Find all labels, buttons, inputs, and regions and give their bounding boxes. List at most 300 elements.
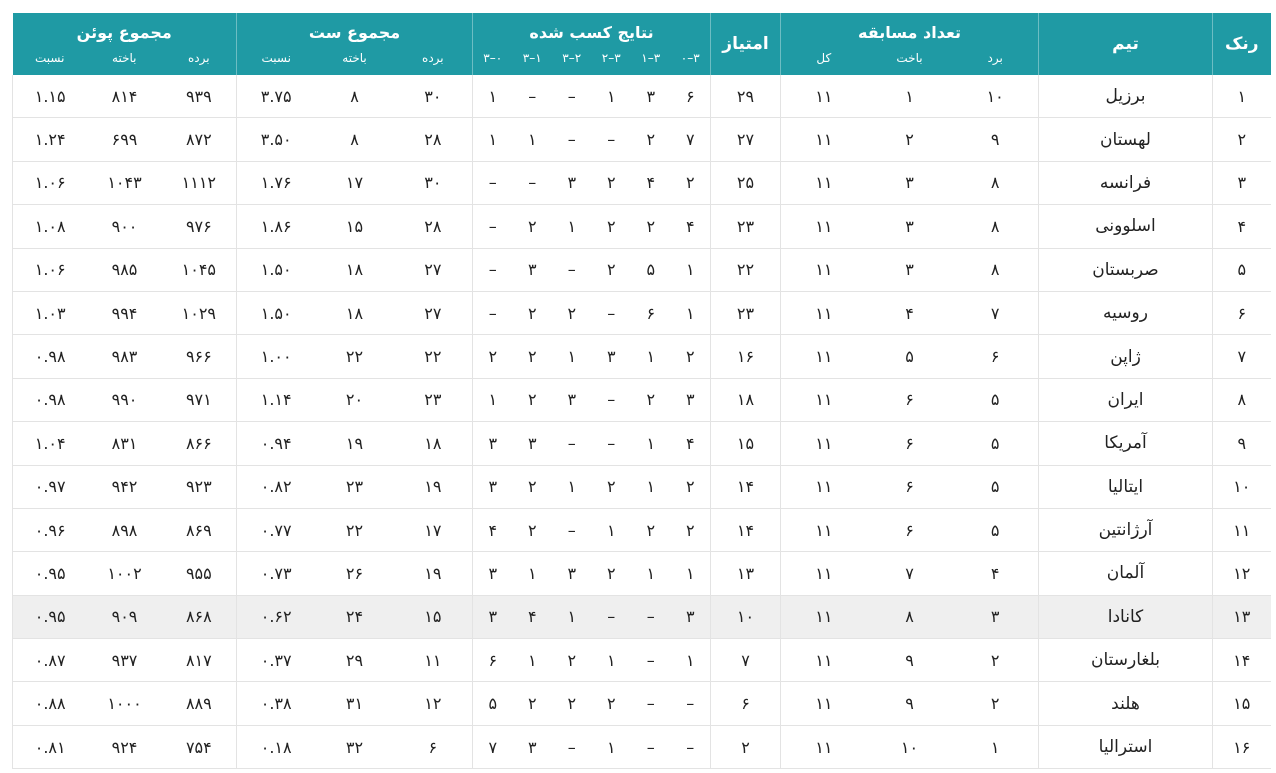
score-cell [13,595,237,638]
result-count: – [567,433,576,453]
sets-lost: ۱۸ [345,303,364,323]
score-lost: ۹۸۵ [111,260,138,280]
sets-ratio: ۰.۷۷ [260,520,292,540]
sets-cell [237,682,473,725]
result-count: ۲ [646,130,656,150]
matches-lost: ۹ [905,694,914,714]
sets-won: ۲۳ [424,390,442,410]
rank-cell: ۹ [1213,422,1271,465]
result-count: ۲ [527,390,537,410]
score-ratio: ۱.۰۳ [34,303,66,323]
matches-cell [781,248,1039,291]
score-lost: ۹۴۲ [111,477,138,497]
score-won: ۱۱۱۲ [181,173,217,193]
matches-total: ۱۱ [815,563,833,583]
result-count: ۴ [488,520,498,540]
result-count: ۳ [567,173,577,193]
result-count: – [567,86,576,106]
matches-total: ۱۱ [815,607,833,627]
header-matches-won: برد [987,51,1003,65]
result-count: ۱ [567,216,577,236]
score-cell [13,118,237,161]
sets-cell [237,205,473,248]
sets-lost: ۸ [350,130,359,150]
rank-cell: ۳ [1213,161,1271,204]
result-count: ۲ [527,694,537,714]
result-count: – [646,607,655,627]
sets-cell [237,378,473,421]
team-name: برزیل [1039,75,1213,118]
sets-lost: ۱۵ [345,216,364,236]
score-cell [13,682,237,725]
score-won: ۹۳۹ [185,86,212,106]
matches-lost: ۴ [905,303,914,323]
sets-won: ۱۹ [424,563,442,583]
score-ratio: ۱.۲۴ [34,130,66,150]
sets-cell [237,422,473,465]
sets-lost: ۲۲ [345,347,364,367]
table-row [13,335,1271,378]
result-count: ۱ [646,347,656,367]
result-count: – [567,520,576,540]
table-row [13,75,1271,118]
result-count: – [488,260,497,280]
header-sets-sub [237,51,473,75]
table-row [13,682,1271,725]
header-result-0-3: ۰–۳ [483,51,503,65]
score-lost: ۸۹۸ [111,520,138,540]
matches-lost: ۸ [905,607,914,627]
score-ratio: ۱.۰۴ [34,433,66,453]
matches-cell [781,682,1039,725]
sets-lost: ۳۲ [345,737,364,757]
score-cell [13,205,237,248]
result-count: ۴ [685,433,695,453]
result-count: ۴ [685,216,695,236]
result-count: ۲ [646,520,656,540]
sets-ratio: ۱.۸۶ [260,216,292,236]
score-cell [13,465,237,508]
results-cell [473,682,711,725]
result-count: ۵ [488,694,498,714]
score-lost: ۹۰۹ [111,607,138,627]
result-count: ۴ [646,173,656,193]
result-count: ۱ [606,86,616,106]
result-count: ۲ [606,563,616,583]
matches-cell [781,161,1039,204]
result-count: ۱ [685,303,695,323]
sets-won: ۲۸ [424,216,442,236]
score-ratio: ۰.۸۸ [34,694,66,714]
sets-won: ۱۵ [424,607,442,627]
result-count: – [646,737,655,757]
rank-cell: ۱۳ [1213,595,1271,638]
result-count: ۳ [567,390,577,410]
header-score-sub [13,51,237,75]
sets-ratio: ۰.۱۸ [260,737,292,757]
matches-won: ۹ [990,130,1000,150]
matches-won: ۵ [990,477,1000,497]
team-name: ایران [1039,378,1213,421]
result-count: ۱ [606,737,616,757]
result-count: ۲ [685,173,695,193]
results-cell [473,422,711,465]
result-count: – [488,216,497,236]
result-count: – [567,260,576,280]
result-count: ۱ [527,130,537,150]
score-lost: ۶۹۹ [111,130,138,150]
score-won: ۹۷۱ [185,390,212,410]
matches-total: ۱۱ [815,173,833,193]
score-cell [13,291,237,334]
result-count: – [567,130,576,150]
sets-lost: ۲۹ [345,650,364,670]
result-count: ۲ [527,303,537,323]
matches-lost: ۱ [905,86,914,106]
matches-cell [781,378,1039,421]
matches-lost: ۶ [905,433,914,453]
result-count: – [488,303,497,323]
matches-total: ۱۱ [815,390,833,410]
result-count: ۱ [685,563,695,583]
results-cell [473,75,711,118]
score-ratio: ۰.۹۸ [34,390,66,410]
rank-cell: ۸ [1213,378,1271,421]
rank-cell: ۱ [1213,75,1271,118]
score-cell [13,161,237,204]
matches-cell [781,552,1039,595]
result-count: ۳ [488,607,498,627]
points-cell: ۲ [711,725,781,768]
sets-won: ۱۱ [424,650,442,670]
matches-won: ۳ [990,607,1000,627]
result-count: ۱ [685,650,695,670]
result-count: ۲ [567,650,577,670]
sets-lost: ۲۶ [345,563,364,583]
sets-won: ۱۲ [424,694,442,714]
sets-lost: ۱۸ [345,260,364,280]
points-cell: ۱۴ [711,465,781,508]
sets-cell [237,725,473,768]
sets-won: ۱۹ [424,477,442,497]
team-name: آرژانتین [1039,508,1213,551]
result-count: ۱ [527,563,537,583]
table-row [13,118,1271,161]
matches-lost: ۷ [905,563,914,583]
points-cell: ۱۰ [711,595,781,638]
sets-ratio: ۰.۳۷ [260,650,292,670]
table-row [13,291,1271,334]
score-won: ۹۷۶ [185,216,212,236]
matches-total: ۱۱ [815,433,833,453]
rank-cell: ۱۰ [1213,465,1271,508]
sets-lost: ۱۷ [345,173,364,193]
results-cell [473,161,711,204]
sets-cell [237,335,473,378]
header-sets-won: برده [422,51,444,65]
result-count: ۱ [567,607,577,627]
result-count: ۲ [606,694,616,714]
standings-table-container [12,13,1270,769]
result-count: ۳ [685,390,695,410]
result-count: – [528,86,537,106]
matches-won: ۶ [990,347,1000,367]
score-won: ۸۷۲ [185,130,212,150]
points-cell: ۶ [711,682,781,725]
points-cell: ۱۴ [711,508,781,551]
rank-cell: ۱۴ [1213,639,1271,682]
matches-cell [781,335,1039,378]
results-cell [473,725,711,768]
score-lost: ۱۰۰۲ [107,563,142,583]
sets-cell [237,118,473,161]
result-count: ۶ [646,303,656,323]
result-count: ۳ [488,433,498,453]
result-count: ۱ [567,477,577,497]
header-matches-sub [781,51,1039,75]
sets-cell [237,75,473,118]
matches-cell [781,595,1039,638]
table-row [13,248,1271,291]
header-matches: تعداد مسابقه [781,13,1039,51]
team-name: روسیه [1039,291,1213,334]
sets-won: ۲۷ [424,260,442,280]
points-cell: ۲۷ [711,118,781,161]
rank-cell: ۱۲ [1213,552,1271,595]
matches-lost: ۲ [905,130,914,150]
score-ratio: ۰.۸۱ [34,737,66,757]
header-result-1-3: ۱–۳ [522,51,542,65]
header-result-2-3: ۲–۳ [562,51,582,65]
matches-total: ۱۱ [815,303,833,323]
result-count: – [646,650,655,670]
points-cell: ۲۵ [711,161,781,204]
matches-won: ۸ [990,216,1000,236]
sets-won: ۶ [428,737,438,757]
result-count: ۳ [567,563,577,583]
result-count: ۲ [527,520,537,540]
sets-lost: ۲۲ [345,520,364,540]
sets-ratio: ۰.۸۲ [260,477,292,497]
score-lost: ۹۳۷ [111,650,138,670]
sets-ratio: ۱.۱۴ [260,390,292,410]
score-lost: ۹۰۰ [111,216,138,236]
score-lost: ۹۹۰ [111,390,138,410]
score-won: ۹۵۵ [185,563,212,583]
sets-cell [237,552,473,595]
header-score-lost: باخته [112,51,137,65]
sets-cell [237,595,473,638]
result-count: ۳ [527,737,537,757]
sets-cell [237,248,473,291]
sets-won: ۱۸ [424,433,442,453]
score-cell [13,552,237,595]
sets-ratio: ۱.۰۰ [260,347,292,367]
matches-won: ۱ [990,737,1000,757]
score-ratio: ۰.۸۷ [34,650,66,670]
sets-won: ۲۸ [424,130,442,150]
result-count: ۲ [606,216,616,236]
result-count: ۲ [685,477,695,497]
result-count: ۱ [488,130,498,150]
team-name: صربستان [1039,248,1213,291]
matches-total: ۱۱ [815,260,833,280]
matches-total: ۱۱ [815,86,833,106]
matches-lost: ۳ [905,260,914,280]
rank-cell: ۴ [1213,205,1271,248]
header-score-won: برده [187,51,210,65]
matches-cell [781,75,1039,118]
sets-cell [237,639,473,682]
score-won: ۸۶۸ [185,607,212,627]
matches-won: ۸ [990,173,1000,193]
result-count: ۳ [488,477,498,497]
standings-table [12,13,1271,769]
sets-lost: ۸ [350,86,359,106]
points-cell: ۲۲ [711,248,781,291]
score-won: ۱۰۲۹ [181,303,217,323]
sets-lost: ۳۱ [345,694,364,714]
result-count: – [686,694,695,714]
result-count: ۳ [527,260,537,280]
sets-ratio: ۱.۵۰ [260,260,292,280]
header-result-3-0: ۳–۰ [680,51,700,65]
matches-lost: ۵ [905,347,914,367]
header-matches-total: کل [816,51,832,65]
sets-ratio: ۰.۶۲ [260,607,292,627]
results-cell [473,378,711,421]
header-points: امتیاز [711,13,781,75]
result-count: ۲ [567,694,577,714]
score-won: ۹۲۳ [185,477,212,497]
results-cell [473,508,711,551]
rank-cell: ۶ [1213,291,1271,334]
result-count: ۵ [646,260,656,280]
team-name: کانادا [1039,595,1213,638]
result-count: ۳ [685,607,695,627]
team-name: آمریکا [1039,422,1213,465]
sets-ratio: ۱.۵۰ [260,303,292,323]
matches-cell [781,118,1039,161]
results-cell [473,552,711,595]
matches-cell [781,422,1039,465]
rank-cell: ۱۵ [1213,682,1271,725]
score-lost: ۹۹۴ [111,303,138,323]
result-count: ۱ [527,650,537,670]
matches-won: ۲ [990,694,1000,714]
sets-ratio: ۰.۳۸ [260,694,292,714]
matches-won: ۷ [990,303,1000,323]
points-cell: ۱۸ [711,378,781,421]
sets-ratio: ۱.۷۶ [260,173,292,193]
score-ratio: ۰.۹۶ [34,520,66,540]
matches-cell [781,639,1039,682]
matches-lost: ۱۰ [900,737,919,757]
sets-lost: ۲۳ [345,477,364,497]
team-name: لهستان [1039,118,1213,161]
header-team: تیم [1039,13,1213,75]
matches-total: ۱۱ [815,650,833,670]
sets-cell [237,465,473,508]
team-name: ژاپن [1039,335,1213,378]
matches-lost: ۳ [905,173,914,193]
matches-won: ۵ [990,433,1000,453]
matches-won: ۱۰ [986,86,1004,106]
result-count: ۲ [646,216,656,236]
score-lost: ۹۸۳ [111,347,138,367]
matches-total: ۱۱ [815,737,833,757]
result-count: ۳ [646,86,656,106]
matches-total: ۱۱ [815,520,833,540]
matches-won: ۸ [990,260,1000,280]
matches-lost: ۹ [905,650,914,670]
result-count: – [607,607,616,627]
result-count: ۶ [685,86,695,106]
score-ratio: ۰.۹۵ [34,563,66,583]
rank-cell: ۵ [1213,248,1271,291]
score-cell [13,248,237,291]
result-count: ۳ [488,563,498,583]
result-count: ۲ [685,347,695,367]
result-count: ۱ [488,86,498,106]
points-cell: ۱۳ [711,552,781,595]
rank-cell: ۱۶ [1213,725,1271,768]
score-lost: ۱۰۰۰ [107,694,142,714]
score-cell [13,335,237,378]
result-count: ۷ [488,737,498,757]
result-count: – [528,173,537,193]
result-count: – [607,303,616,323]
table-row [13,725,1271,768]
result-count: ۱ [606,520,616,540]
header-result-3-2: ۳–۲ [601,51,621,65]
score-won: ۸۶۶ [185,433,212,453]
score-lost: ۹۲۴ [111,737,138,757]
matches-won: ۴ [990,563,1000,583]
score-cell [13,75,237,118]
matches-lost: ۳ [905,216,914,236]
result-count: ۳ [527,433,537,453]
results-cell [473,639,711,682]
table-row [13,595,1271,638]
score-cell [13,639,237,682]
result-count: – [607,130,616,150]
result-count: – [686,737,695,757]
table-row [13,161,1271,204]
result-count: ۲ [488,347,498,367]
sets-won: ۳۰ [424,86,442,106]
matches-total: ۱۱ [815,694,833,714]
result-count: ۱ [606,650,616,670]
header-results: نتایج کسب شده [473,13,711,51]
points-cell: ۱۶ [711,335,781,378]
score-won: ۱۰۴۵ [181,260,217,280]
rank-cell: ۷ [1213,335,1271,378]
sets-ratio: ۰.۹۴ [260,433,292,453]
result-count: – [488,173,497,193]
header-score-ratio: نسبت [35,51,65,65]
rank-cell: ۱۱ [1213,508,1271,551]
result-count: ۱ [567,347,577,367]
table-row [13,378,1271,421]
sets-ratio: ۰.۷۳ [260,563,292,583]
header-sets-ratio: نسبت [261,51,291,65]
points-cell: ۱۵ [711,422,781,465]
result-count: ۱ [646,433,656,453]
score-ratio: ۱.۱۵ [34,86,66,106]
matches-total: ۱۱ [815,216,833,236]
team-name: فرانسه [1039,161,1213,204]
